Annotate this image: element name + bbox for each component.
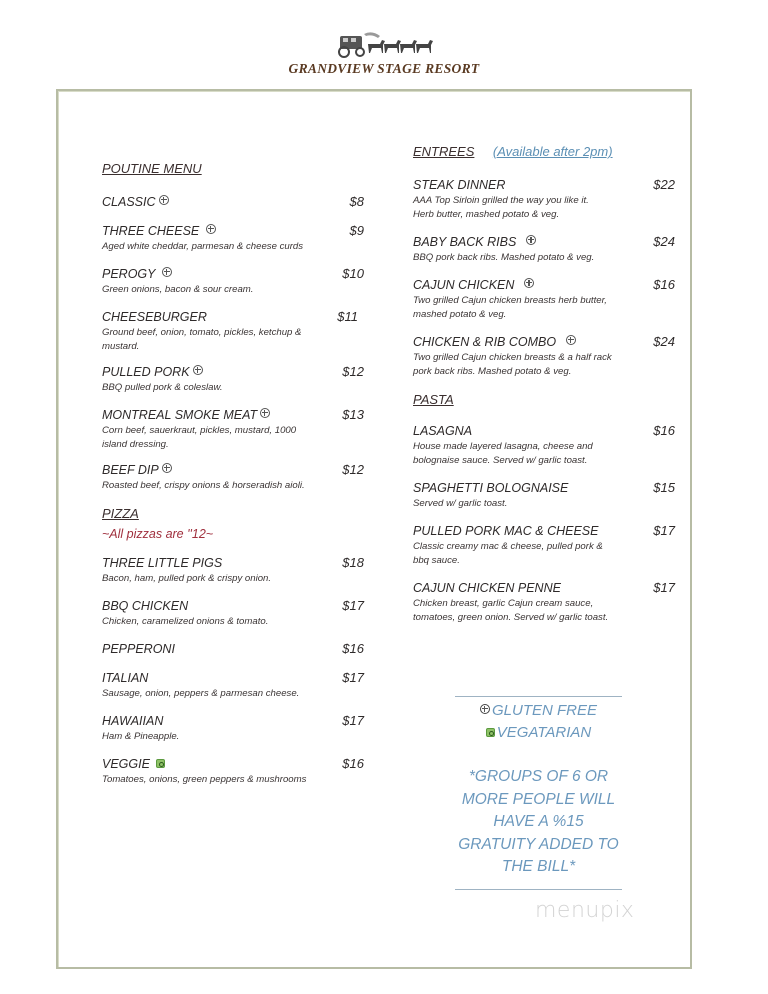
poutine-title: POUTINE MENU <box>102 161 202 176</box>
item-description: Sausage, onion, peppers & parmesan cheese. <box>102 688 300 699</box>
item-description: House made layered lasagna, cheese and bolognaise sauce. Served w/ garlic toast. <box>413 441 593 466</box>
item-price: $24 <box>653 334 675 349</box>
gluten-free-icon <box>162 463 172 473</box>
item-description: Chicken breast, garlic Cajun cream sauce, tomatoes, green onion. Served w/ garlic toast. <box>413 598 609 623</box>
menu-item <box>102 223 364 254</box>
item-name: SPAGHETTI BOLOGNAISE <box>413 481 569 495</box>
item-description: Chicken, caramelized onions & tomato. <box>102 616 269 627</box>
menu-item <box>413 234 675 265</box>
item-name: CAJUN CHICKEN PENNE <box>413 581 561 595</box>
legend-vegetarian <box>455 722 622 744</box>
brand-title: GRANDVIEW STAGE RESORT <box>288 61 480 76</box>
menu-item <box>102 462 364 493</box>
menu-item <box>413 277 675 322</box>
pizza-title: PIZZA <box>102 506 139 521</box>
menu-item <box>102 756 364 787</box>
menu-item <box>413 523 675 568</box>
item-price: $12 <box>342 462 364 477</box>
vegetarian-icon <box>156 759 165 768</box>
item-price: $18 <box>342 555 364 570</box>
item-description: Tomatoes, onions, green peppers & mushrooms <box>102 774 307 785</box>
item-name: PULLED PORK <box>102 365 190 379</box>
item-description: Roasted beef, crispy onions & horseradish aioli. <box>102 480 305 491</box>
menu-item <box>413 177 675 222</box>
item-price: $16 <box>342 756 364 771</box>
item-name: STEAK DINNER <box>413 178 506 192</box>
entrees-title: ENTREES <box>413 144 475 159</box>
gratuity-notice <box>455 766 622 879</box>
vegetarian-icon <box>486 728 495 737</box>
menu-item <box>413 580 675 625</box>
gluten-free-icon <box>260 408 270 418</box>
item-description: Two grilled Cajun chicken breasts herb butter, mashed potato & veg. <box>413 295 607 320</box>
menu-item <box>102 194 364 209</box>
item-price: $13 <box>342 407 364 422</box>
item-price: $16 <box>653 423 675 438</box>
entrees-availability-note: (Available after 2pm) <box>492 144 613 159</box>
item-price: $17 <box>653 523 675 538</box>
menu-item <box>102 670 364 701</box>
menu-item <box>102 266 364 297</box>
item-price: $17 <box>342 713 364 728</box>
item-description: BBQ pork back ribs. Mashed potato & veg. <box>413 252 595 263</box>
item-price: $22 <box>653 177 675 192</box>
gluten-free-icon <box>206 224 216 234</box>
menu-item <box>102 713 364 744</box>
item-name: CLASSIC <box>102 195 156 209</box>
item-price: $17 <box>342 598 364 613</box>
item-name: PEROGY <box>102 267 156 281</box>
gluten-free-icon <box>526 235 536 245</box>
divider <box>455 889 622 890</box>
menu-item <box>413 423 675 468</box>
item-name: THREE CHEESE <box>102 224 200 238</box>
item-price: $9 <box>349 223 364 238</box>
item-description: Ham & Pineapple. <box>102 731 180 742</box>
item-name: BBQ CHICKEN <box>102 599 189 613</box>
item-name: CHEESEBURGER <box>102 310 207 324</box>
pizza-size-note: ~All pizzas are ''12~ <box>102 527 214 541</box>
legend-vegetarian-label: VEGATARIAN <box>496 724 592 741</box>
divider <box>455 696 622 697</box>
item-name: THREE LITTLE PIGS <box>102 556 223 570</box>
item-price: $16 <box>653 277 675 292</box>
gluten-free-icon <box>162 267 172 277</box>
item-description: Corn beef, sauerkraut, pickles, mustard, 1000 island dressing. <box>102 425 297 450</box>
menu-item <box>413 480 675 511</box>
gluten-free-icon <box>193 365 203 375</box>
item-price: $16 <box>342 641 364 656</box>
item-price: $17 <box>653 580 675 595</box>
item-price: $11 <box>337 309 358 324</box>
gratuity-line: THE BILL* <box>501 858 576 875</box>
item-name: VEGGIE <box>102 757 150 771</box>
legend-box <box>455 696 622 890</box>
item-description: Two grilled Cajun chicken breasts & a half rack pork back ribs. Mashed potato & veg. <box>413 352 612 377</box>
item-description: Ground beef, onion, tomato, pickles, ketchup & mustard. <box>102 327 302 352</box>
item-price: $17 <box>342 670 364 685</box>
left-column <box>102 160 364 787</box>
item-name: HAWAIIAN <box>102 714 164 728</box>
item-description: AAA Top Sirloin grilled the way you like it. Herb butter, mashed potato & veg. <box>413 195 589 220</box>
item-price: $15 <box>653 480 675 495</box>
item-price: $10 <box>342 266 364 281</box>
legend-gluten-free-label: GLUTEN FREE <box>491 702 597 719</box>
right-column <box>413 143 675 625</box>
item-description: Bacon, ham, pulled pork & crispy onion. <box>102 573 272 584</box>
item-name: MONTREAL SMOKE MEAT <box>102 408 258 422</box>
item-description: Aged white cheddar, parmesan & cheese curds <box>102 241 304 252</box>
item-price: $8 <box>349 194 364 209</box>
menu-item <box>102 364 364 395</box>
item-name: PEPPERONI <box>102 642 175 656</box>
legend-gluten-free <box>455 700 622 722</box>
menu-item <box>102 598 364 629</box>
pasta-title: PASTA <box>413 392 454 407</box>
gluten-free-icon <box>524 278 534 288</box>
item-description: Classic creamy mac & cheese, pulled pork & bbq sauce. <box>413 541 603 566</box>
gratuity-line: HAVE A %15 <box>493 813 584 830</box>
item-name: CHICKEN & RIB COMBO <box>413 335 557 349</box>
gratuity-line: GRATUITY ADDED TO <box>458 835 619 853</box>
menu-item <box>102 555 364 586</box>
menu-item <box>102 641 364 656</box>
menu-item <box>102 309 364 354</box>
gluten-free-icon <box>480 704 490 714</box>
item-description: Served w/ garlic toast. <box>413 498 508 509</box>
watermark: menupix <box>535 898 635 923</box>
item-description: BBQ pulled pork & coleslaw. <box>102 382 223 393</box>
item-name: PULLED PORK MAC & CHEESE <box>413 524 599 538</box>
item-name: CAJUN CHICKEN <box>413 278 515 292</box>
item-name: BABY BACK RIBS <box>413 235 517 249</box>
item-name: BEEF DIP <box>102 463 159 477</box>
gratuity-line: *GROUPS OF 6 OR <box>468 768 609 785</box>
item-name: LASAGNA <box>413 424 473 438</box>
item-name: ITALIAN <box>102 671 149 685</box>
item-description: Green onions, bacon & sour cream. <box>102 284 254 295</box>
item-price: $12 <box>342 364 364 379</box>
stagecoach-icon <box>334 30 434 58</box>
gratuity-line: MORE PEOPLE WILL <box>461 790 616 808</box>
gluten-free-icon <box>566 335 576 345</box>
item-price: $24 <box>653 234 675 249</box>
gluten-free-icon <box>159 195 169 205</box>
menu-item <box>102 407 364 452</box>
menu-item <box>413 334 675 379</box>
